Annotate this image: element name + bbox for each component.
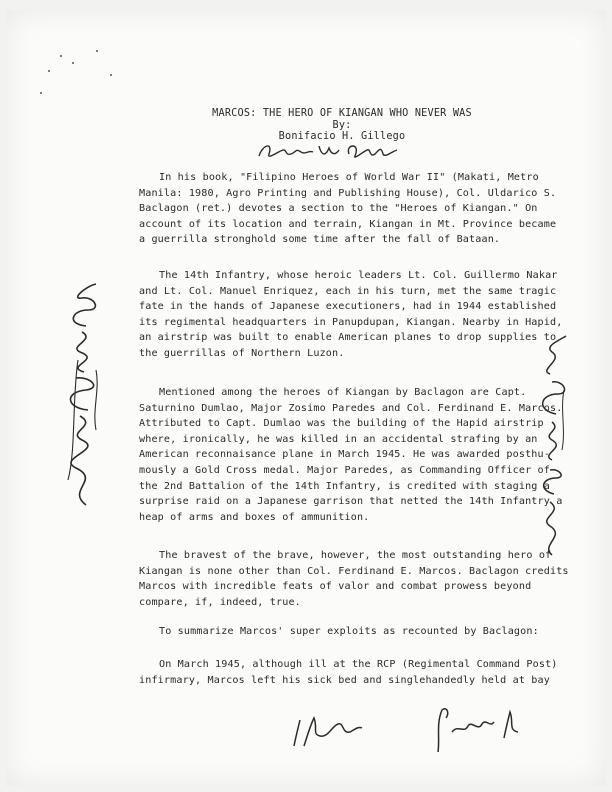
text-line: an airstrip was built to enable American planes to drop supplies to	[139, 332, 557, 344]
text-line: mously a Gold Cross medal. Major Paredes, as Commanding Officer of	[139, 464, 550, 476]
text-line: The 14th Infantry, whose heroic leaders Lt. Col. Guillermo Nakar	[159, 270, 558, 281]
text-line: the guerrillas of Northern Luzon.	[139, 347, 345, 359]
text-line: Attributed to Capt. Dumlao was the building of the Hapid airstrip	[139, 418, 544, 430]
text-line: heap of arms and boxes of ammunition.	[139, 511, 370, 523]
paragraph-4	[139, 548, 579, 610]
paragraph-1	[139, 170, 579, 248]
document-title: MARCOS: THE HERO OF KIANGAN WHO NEVER WAS	[212, 108, 472, 119]
text-line: Mentioned among the heroes of Kiangan by Baclagon are Capt.	[159, 387, 527, 398]
text-line: where, ironically, he was killed in an accidental strafing by an	[139, 433, 538, 445]
text-line: The bravest of the brave, however, the most outstanding hero of	[159, 550, 552, 561]
text-line: In his book, "Filipino Heroes of World War II" (Makati, Metro	[159, 172, 539, 183]
text-line: account of its location and terrain, Kiangan in Mt. Province became	[139, 218, 557, 230]
text-line: Manila: 1980, Agro Printing and Publishing House), Col. Uldarico S.	[139, 187, 557, 199]
bottom-left-initials	[288, 712, 368, 752]
text-line: To summarize Marcos' super exploits as recounted by Baclagon:	[159, 626, 539, 637]
right-margin-signature	[522, 330, 582, 560]
paragraph-3	[139, 385, 579, 525]
text-line: Saturnino Dumlao, Major Zosimo Paredes and Col. Ferdinand E. Marcos.	[139, 402, 563, 414]
bottom-right-initials	[428, 702, 528, 756]
paragraph-2	[139, 268, 579, 362]
text-line: compare, if, indeed, true.	[139, 596, 301, 608]
author-signature	[255, 140, 405, 164]
author-name: Bonifacio H. Gillego	[278, 131, 406, 142]
text-line: Baclagon (ret.) devotes a section to the "Heroes of Kiangan." On	[139, 203, 538, 215]
text-line: Kiangan is none other than Col. Ferdinand E. Marcos. Baclagon credits	[139, 565, 569, 577]
text-line: On March 1945, although ill at the RCP (Regimental Command Post)	[159, 659, 558, 670]
text-line: Marcos with incredible feats of valor and combat prowess beyond	[139, 581, 532, 593]
text-line: and Lt. Col. Manuel Enriquez, each in his turn, met the same tragic	[139, 285, 557, 297]
text-line: fate in the hands of Japanese executioners, had in 1944 established	[139, 301, 557, 313]
byline-label: By:	[332, 120, 352, 131]
text-line: surprise raid on a Japanese garrison that netted the 14th Infantry a	[139, 496, 563, 508]
paragraph-5	[139, 624, 579, 640]
text-line: American reconnaisance plane in March 1945. He was awarded posthu-	[139, 449, 550, 461]
text-line: the 2nd Battalion of the 14th Infantry, is credited with staging a	[139, 480, 550, 492]
text-line: infirmary, Marcos left his sick bed and singlehandedly held at bay	[139, 674, 550, 686]
left-margin-signature	[46, 280, 116, 510]
text-line: a guerrilla stronghold some time after the fall of Bataan.	[139, 234, 501, 246]
paragraph-6	[139, 657, 579, 688]
text-line: its regimental headquarters in Panupdupan, Kiangan. Nearby in Hapid,	[139, 316, 563, 328]
